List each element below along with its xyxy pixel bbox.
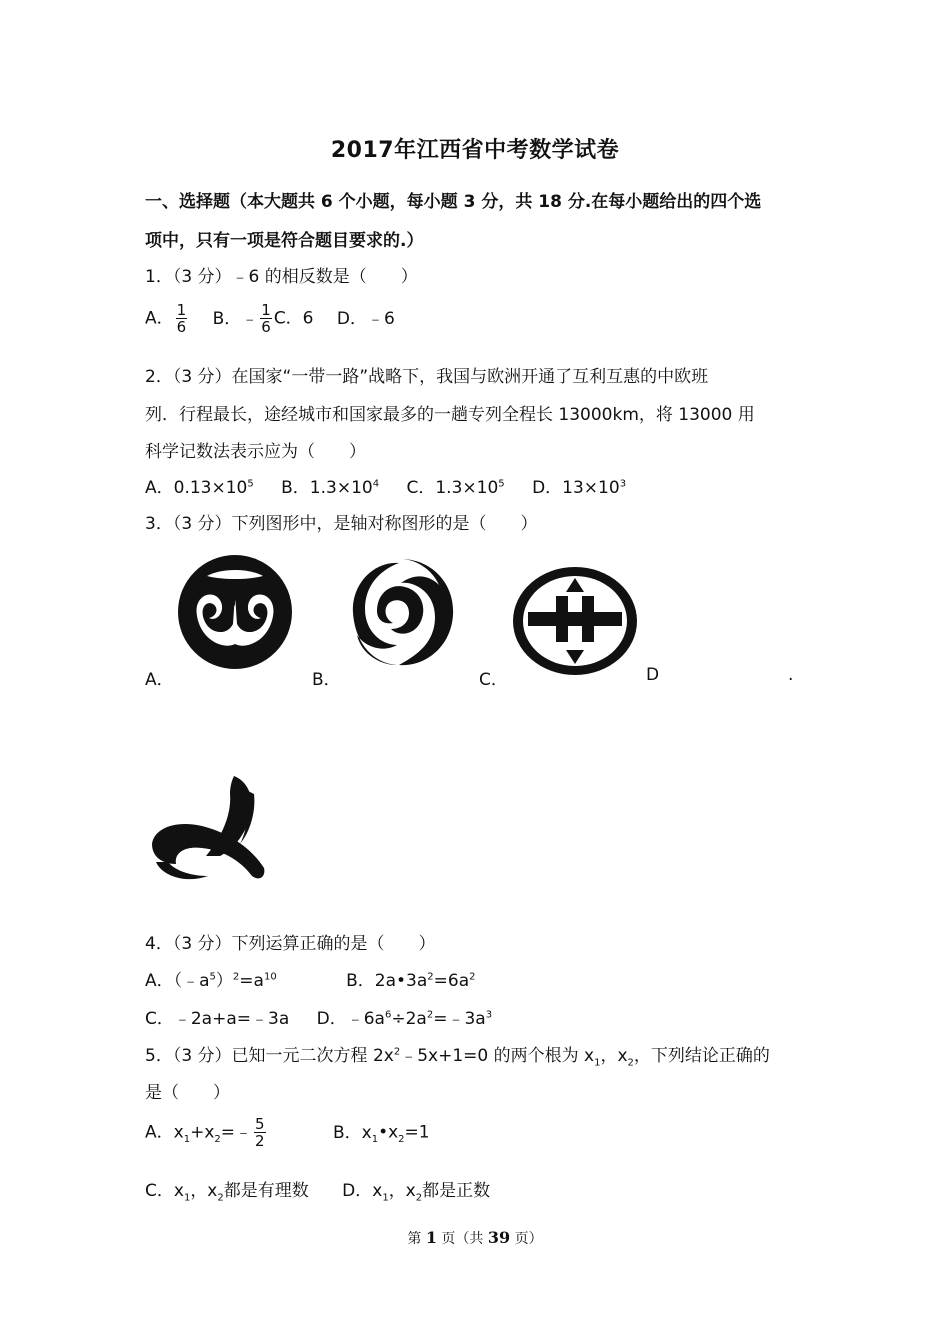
exponent: 6 [384, 1009, 392, 1021]
footer-text: 页） [510, 1231, 543, 1247]
q1-option-b-fraction [260, 302, 272, 335]
option-text: 都是有理数 [223, 1181, 309, 1201]
q3-option-d-label: D [646, 665, 660, 685]
exponent: 2 [393, 1046, 401, 1058]
question-2-line1: 2．（3 分）在国家“一带一路”战略下，我国与欧洲开通了互利互惠的中欧班 [145, 367, 709, 387]
subscript: 1 [371, 1133, 379, 1145]
figure-b-logo [343, 553, 459, 671]
exponent: 2 [232, 971, 240, 983]
exponent: 10 [263, 971, 277, 983]
comma-part: ，x [190, 1181, 218, 1201]
question-2-line2: 列．行程最长，途经城市和国家最多的一趟专列全程长 13000km，将 13000 用 [145, 405, 755, 425]
q5-text-c: ，x [600, 1046, 628, 1066]
question-2-line3: 科学记数法表示应为（ ） [145, 442, 366, 462]
equals-part: =﹣3a [433, 1009, 486, 1029]
figure-a-logo [177, 554, 293, 670]
total-pages: 39 [487, 1228, 511, 1247]
question-4-options-cd [145, 1004, 492, 1029]
subscript: 1 [382, 1192, 389, 1204]
fraction-numerator: 1 [176, 301, 187, 319]
figure-d-logo [146, 772, 270, 886]
q1-option-b-label: B．﹣ [212, 308, 259, 329]
q4-option-b: B．2a•3a [346, 971, 428, 991]
exponent: 4 [372, 478, 380, 490]
exponent: 3 [619, 478, 627, 490]
subscript: 1 [183, 1133, 191, 1145]
fraction-denominator: 2 [255, 1132, 265, 1150]
q5-option-a: A．x [145, 1122, 184, 1143]
page-title: 2017年江西省中考数学试卷 [330, 138, 620, 163]
q3-option-c-label: C． [479, 670, 508, 690]
fraction-numerator: 5 [255, 1115, 265, 1133]
paren: ） [215, 971, 233, 991]
question-5-line1 [145, 1041, 770, 1069]
q5-text-b: ﹣5x+1=0 的两个根为 x [400, 1046, 595, 1066]
option-text: 都是正数 [422, 1181, 491, 1201]
equals-part: =﹣ [220, 1122, 253, 1143]
q3-option-a-label: A． [145, 670, 174, 690]
section-heading-line2: 项中，只有一项是符合题目要求的.） [145, 231, 424, 251]
question-4-stem: 4．（3 分）下列运算正确的是（ ） [145, 934, 436, 954]
fraction-denominator: 6 [261, 318, 271, 336]
question-4-options-ab [145, 966, 476, 991]
exponent: 2 [426, 1009, 434, 1021]
q5-option-d: D．x [342, 1181, 383, 1201]
q2-option-d: D．13×10 [532, 478, 620, 498]
page-number: 1 [425, 1228, 437, 1247]
question-2-options [145, 473, 626, 498]
subscript: 2 [217, 1192, 224, 1204]
q2-option-b: B．1.3×10 [281, 478, 373, 498]
figure-c-logo [512, 566, 638, 676]
fraction-denominator: 6 [176, 318, 187, 336]
page-footer [0, 1228, 950, 1248]
plus-part: +x [190, 1122, 215, 1143]
q4-option-d: D．﹣6a [316, 1009, 385, 1029]
subscript: 1 [594, 1057, 601, 1069]
subscript: 2 [627, 1057, 634, 1069]
q5-option-c: C．x [145, 1181, 184, 1201]
subscript: 2 [398, 1133, 405, 1145]
exponent: 5 [498, 478, 505, 490]
equals-part: =1 [404, 1122, 430, 1143]
exponent: 2 [427, 971, 434, 983]
footer-text: 第 [407, 1231, 426, 1247]
q2-option-a: A．0.13×10 [145, 478, 248, 498]
question-3-stem: 3．（3 分）下列图形中，是轴对称图形的是（ ） [145, 514, 538, 534]
q5-text-d: ，下列结论正确的 [633, 1046, 770, 1066]
equals-part: =a [239, 971, 264, 991]
subscript: 1 [183, 1192, 191, 1204]
question-5-options-ab [145, 1116, 430, 1149]
exponent: 5 [247, 478, 254, 490]
q5-text-a: 5．（3 分）已知一元二次方程 2x [145, 1046, 394, 1066]
q5-option-a-fraction [254, 1116, 266, 1149]
fraction-numerator: 1 [261, 301, 271, 319]
subscript: 2 [214, 1133, 221, 1145]
times-part: •x [378, 1122, 399, 1143]
q1-option-c: C．6 [273, 308, 314, 329]
question-1-stem: 1．（3 分）﹣6 的相反数是（ ） [145, 267, 418, 287]
exponent: 5 [209, 971, 216, 983]
q1-option-a-fraction [176, 302, 188, 335]
q4-option-a: A．（﹣a [145, 971, 210, 991]
exponent: 2 [469, 971, 476, 983]
section-heading-line1: 一、选择题（本大题共 6 个小题，每小题 3 分，共 18 分.在每小题给出的四个选 [145, 192, 762, 212]
q4-option-c: C．﹣2a+a=﹣3a [145, 1009, 290, 1029]
q3-option-d-dot: . [788, 665, 794, 685]
footer-text: 页（共 [436, 1231, 488, 1247]
exponent: 3 [485, 1009, 493, 1021]
q2-option-c: C．1.3×10 [406, 478, 499, 498]
q1-option-d: D．﹣6 [336, 308, 395, 329]
question-1-options [145, 302, 395, 335]
question-5-line2: 是（ ） [145, 1083, 230, 1103]
q5-option-b: B．x [332, 1122, 372, 1143]
question-5-options-cd [145, 1176, 491, 1204]
comma-part: ，x [388, 1181, 416, 1201]
equals-part: =6a [433, 971, 470, 991]
q1-option-a-label: A． [145, 308, 174, 329]
divide-part: ÷2a [391, 1009, 427, 1029]
q3-option-b-label: B． [312, 670, 341, 690]
subscript: 2 [415, 1192, 423, 1204]
